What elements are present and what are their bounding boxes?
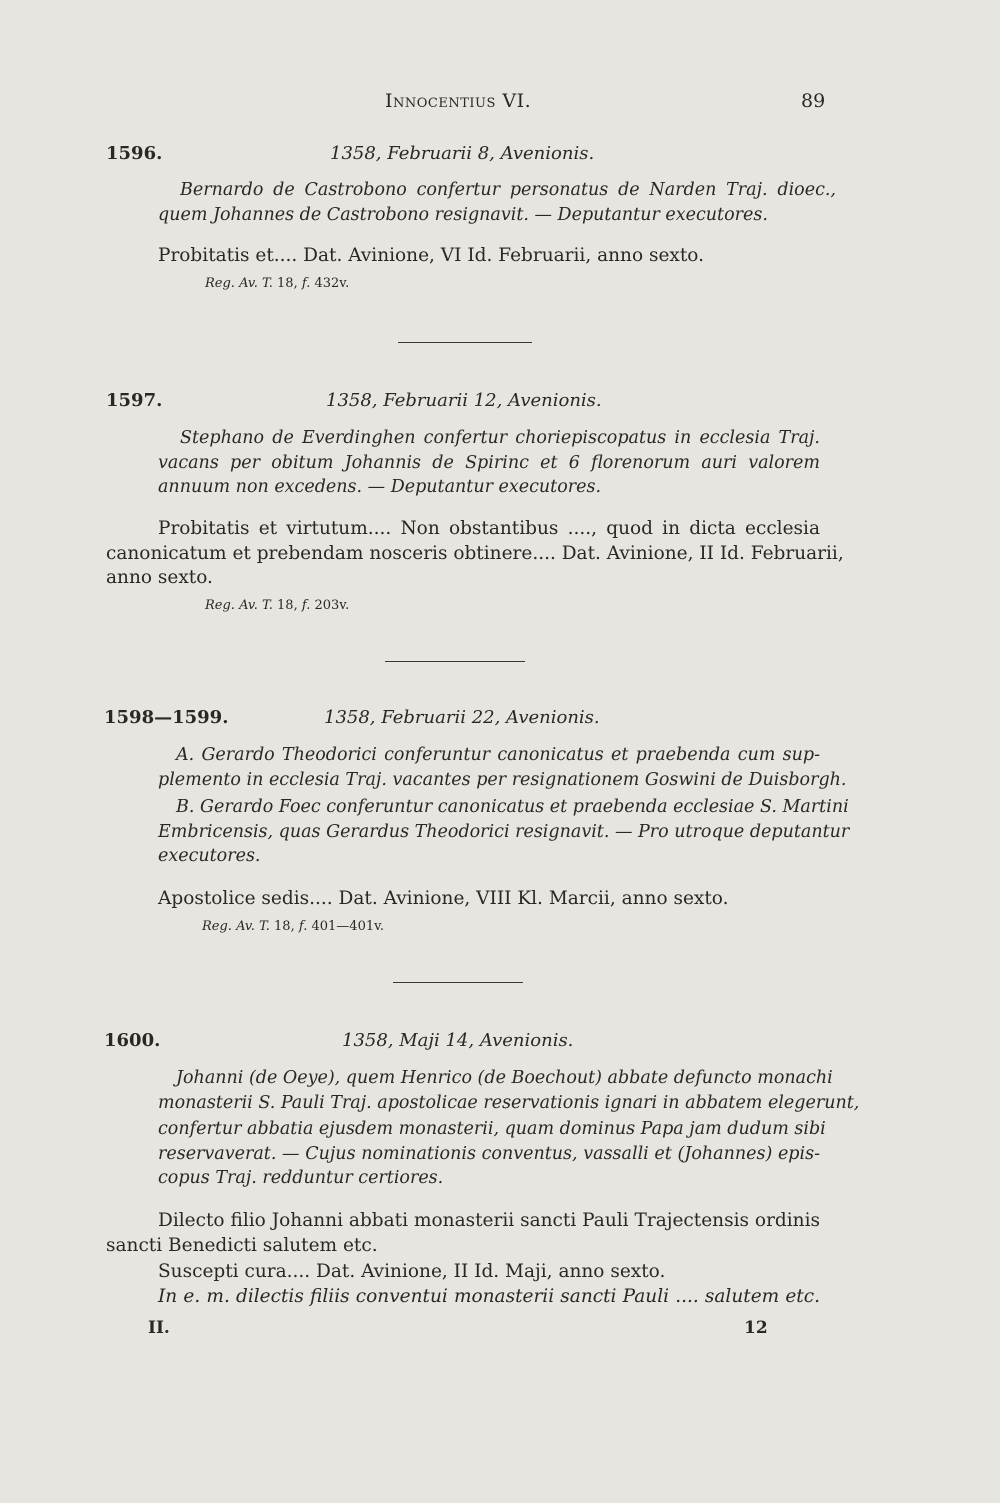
entry-summary-line: confertur abbatia ejusdem monasterii, quam dominus Papa jam dudum sibi: [158, 1119, 826, 1139]
entry-text-line: Probitatis et.... Dat. Avinione, VI Id. Februarii, anno sexto.: [158, 245, 704, 266]
entry-number: 1600.: [104, 1030, 161, 1051]
section-divider: [393, 982, 523, 983]
register-reference: Reg. Av. T. 18, f. 203v.: [205, 598, 350, 613]
entry-date: 1358, Februarii 22, Avenionis.: [324, 707, 600, 728]
page-number: 89: [801, 90, 826, 112]
entry-summary-line: executores.: [158, 846, 261, 866]
entry-summary-line: annuum non excedens. — Deputantur executores.: [158, 477, 602, 497]
entry-summary-line: plemento in ecclesia Traj. vacantes per resignationem Goswini de Duisborgh.: [158, 770, 847, 790]
sheet-number: 12: [744, 1318, 768, 1338]
entry-text-line: canonicatum et prebendam nosceris obtinere.... Dat. Avinione, II Id. Februarii,: [106, 543, 844, 564]
register-reference: Reg. Av. T. 18, f. 401—401v.: [202, 919, 385, 934]
entry-summary-line: copus Traj. redduntur certiores.: [158, 1168, 444, 1188]
entry-summary-line: reservaverat. — Cujus nominationis conventus, vassalli et (Johannes) epis-: [158, 1144, 820, 1164]
entry-summary-line: A. Gerardo Theodorici conferuntur canonicatus et praebenda cum sup-: [176, 745, 820, 765]
entry-text-line: In e. m. dilectis filiis conventui monasterii sancti Pauli .... salutem etc.: [158, 1286, 820, 1307]
entry-summary-line: B. Gerardo Foec conferuntur canonicatus et praebenda ecclesiae S. Martini: [176, 797, 849, 817]
entry-summary-line: Johanni (de Oeye), quem Henrico (de Boechout) abbate defuncto monachi: [176, 1068, 833, 1088]
entry-date: 1358, Februarii 8, Avenionis.: [330, 143, 595, 164]
entry-text-line: anno sexto.: [106, 567, 213, 588]
entry-summary-line: Bernardo de Castrobono confertur personatus de Narden Traj. dioec.,: [180, 180, 836, 200]
entry-number: 1598—1599.: [104, 707, 229, 728]
entry-summary-line: vacans per obitum Johannis de Spirinc et 6 florenorum auri valorem: [158, 453, 820, 473]
entry-date: 1358, Februarii 12, Avenionis.: [326, 390, 602, 411]
entry-text-line: sancti Benedicti salutem etc.: [106, 1235, 378, 1256]
entry-date: 1358, Maji 14, Avenionis.: [342, 1030, 574, 1051]
entry-text-line: Suscepti cura.... Dat. Avinione, II Id. Maji, anno sexto.: [158, 1261, 666, 1282]
entry-number: 1597.: [106, 390, 163, 411]
section-divider: [398, 342, 532, 343]
running-header-title: Innocentius VI.: [385, 90, 532, 112]
section-divider: [385, 661, 525, 662]
entry-summary-line: monasterii S. Pauli Traj. apostolicae reservationis ignari in abbatem elegerunt,: [158, 1093, 860, 1113]
register-reference: Reg. Av. T. 18, f. 432v.: [205, 276, 350, 291]
entry-summary-line: quem Johannes de Castrobono resignavit. — Deputantur executores.: [158, 205, 768, 225]
entry-summary-line: Embricensis, quas Gerardus Theodorici resignavit. — Pro utroque deputantur: [158, 822, 850, 842]
signature-mark: II.: [148, 1318, 170, 1338]
entry-number: 1596.: [106, 143, 163, 164]
entry-text-line: Dilecto filio Johanni abbati monasterii sancti Pauli Trajectensis ordinis: [158, 1210, 820, 1231]
entry-summary-line: Stephano de Everdinghen confertur choriepiscopatus in ecclesia Traj.: [180, 428, 820, 448]
entry-text-line: Apostolice sedis.... Dat. Avinione, VIII Kl. Marcii, anno sexto.: [158, 888, 729, 909]
entry-text-line: Probitatis et virtutum.... Non obstantibus ...., quod in dicta ecclesia: [158, 518, 820, 539]
